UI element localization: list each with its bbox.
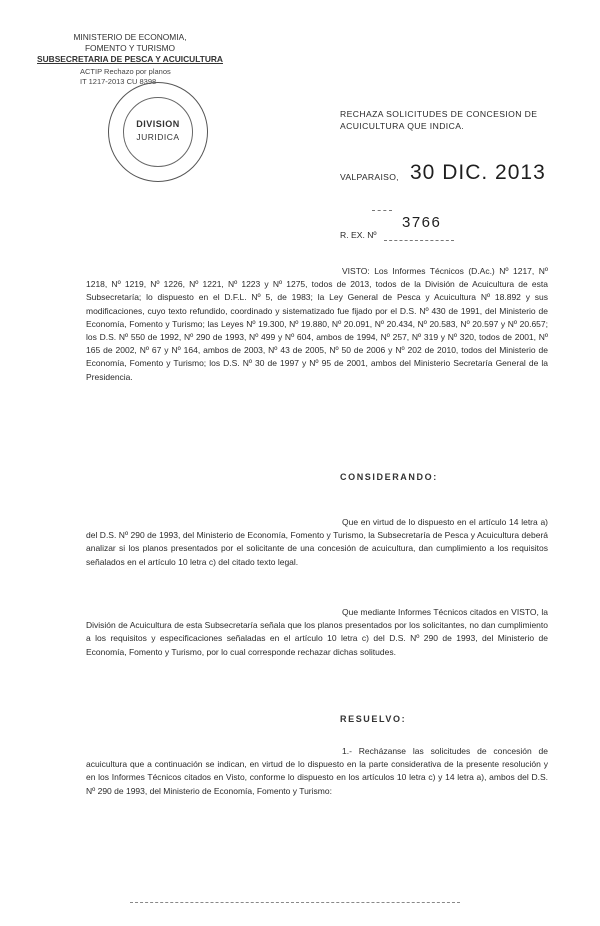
considerando-heading: CONSIDERANDO: xyxy=(340,472,438,482)
resuelvo-paragraph-1: 1.- Recházanse las solicitudes de concesión de acuicultura que a continuación se indican, en virtud de lo dispuesto en la parte considerativa de la presente resolución y en los Informes Técnicos citados en Visto, conforme lo dispuesto en los artículos 10 letra c) y 14 letra a), ambos del D.S. Nº 290 de 1993, del Ministerio de Economía, Fomento y Turismo: xyxy=(86,746,548,796)
division-juridica-stamp xyxy=(108,82,208,182)
resolution-date: 30 DIC. 2013 xyxy=(410,161,546,184)
subsecretaria-line: SUBSECRETARIA DE PESCA Y ACUICULTURA xyxy=(37,54,223,64)
resolution-number: 3766 xyxy=(402,214,442,231)
reference-line1: ACTIP Rechazo por planos xyxy=(80,67,171,76)
resolution-label: R. EX. Nº xyxy=(340,230,377,240)
number-dash xyxy=(372,210,392,211)
resolution-title: RECHAZA SOLICITUDES DE CONCESION DE ACUICULTURA QUE INDICA. xyxy=(340,109,538,131)
number-underline xyxy=(384,240,454,241)
visto-paragraph: VISTO: Los Informes Técnicos (D.Ac.) Nº 1217, Nº 1218, Nº 1219, Nº 1226, Nº 1221, Nº 1223 y Nº 1275, todos de 2013, todos de la División de Acuicultura de esta Subsecretaría; lo dispuesto en el D.F.L. Nº 5, de 1983; la Ley General de Pesca y Acuicultura Nº 18.892 y sus modificaciones, cuyo texto refundido, coordinado y sistematizado fue fijado por el D.S. Nº 430 de 1991, del Ministerio de Economía, Fomento y Turismo; las Leyes Nº 19.300, Nº 19.880, Nº 20.091, Nº 20.434, Nº 20.583, Nº 20.597 y Nº 20.657; los D.S. Nº 550 de 1992, Nº 290 de 1993, Nº 499 y Nº 604, ambos de 1994, Nº 257, Nº 319 y Nº 320, todos de 2001, Nº 165 de 2002, Nº 67 y Nº 164, ambos de 2003, Nº 43 de 2005, Nº 50 de 2006 y Nº 202 de 2010, todos del Ministerio de Economía, Fomento y Turismo; los D.S. Nº 30 de 1997 y Nº 95 de 2001, ambos del Ministerio Secretaría General de la Presidencia. xyxy=(86,266,548,382)
considerando-paragraph-2: Que mediante Informes Técnicos citados en VISTO, la División de Acuicultura de esta Subsecretaría señala que los planos presentados por los solicitantes, no dan cumplimiento a los requisitos y especificaciones señaladas en el artículo 10 letra c) del D.S. Nº 290 de 1993, del Ministerio de Economía, Fomento y Turismo, por lo cual corresponde rechazar dichas solitudes. xyxy=(86,607,548,657)
ministry-line2: FOMENTO Y TURISMO xyxy=(84,43,176,53)
considerando-paragraph-1: Que en virtud de lo dispuesto en el artículo 14 letra a) del D.S. Nº 290 de 1993, del Ministerio de Economía, Fomento y Turismo, la Subsecretaría de Pesca y Acuicultura deberá analizar si los planos presentados por el solicitante de una concesión de acuicultura, dan cumplimiento a los requisitos señalados en el artículo 10 letra c) del citado texto legal. xyxy=(86,517,548,567)
bottom-dashed-line xyxy=(130,902,460,903)
place-label: VALPARAISO, xyxy=(340,172,399,182)
reference-line2: IT 1217-2013 CU 8398 xyxy=(80,77,157,86)
ministry-line1: MINISTERIO DE ECONOMIA, xyxy=(73,32,187,42)
stamp-word-division: DIVISION xyxy=(136,119,180,129)
stamp-word-juridica: JURIDICA xyxy=(136,132,180,142)
resuelvo-heading: RESUELVO: xyxy=(340,714,407,724)
